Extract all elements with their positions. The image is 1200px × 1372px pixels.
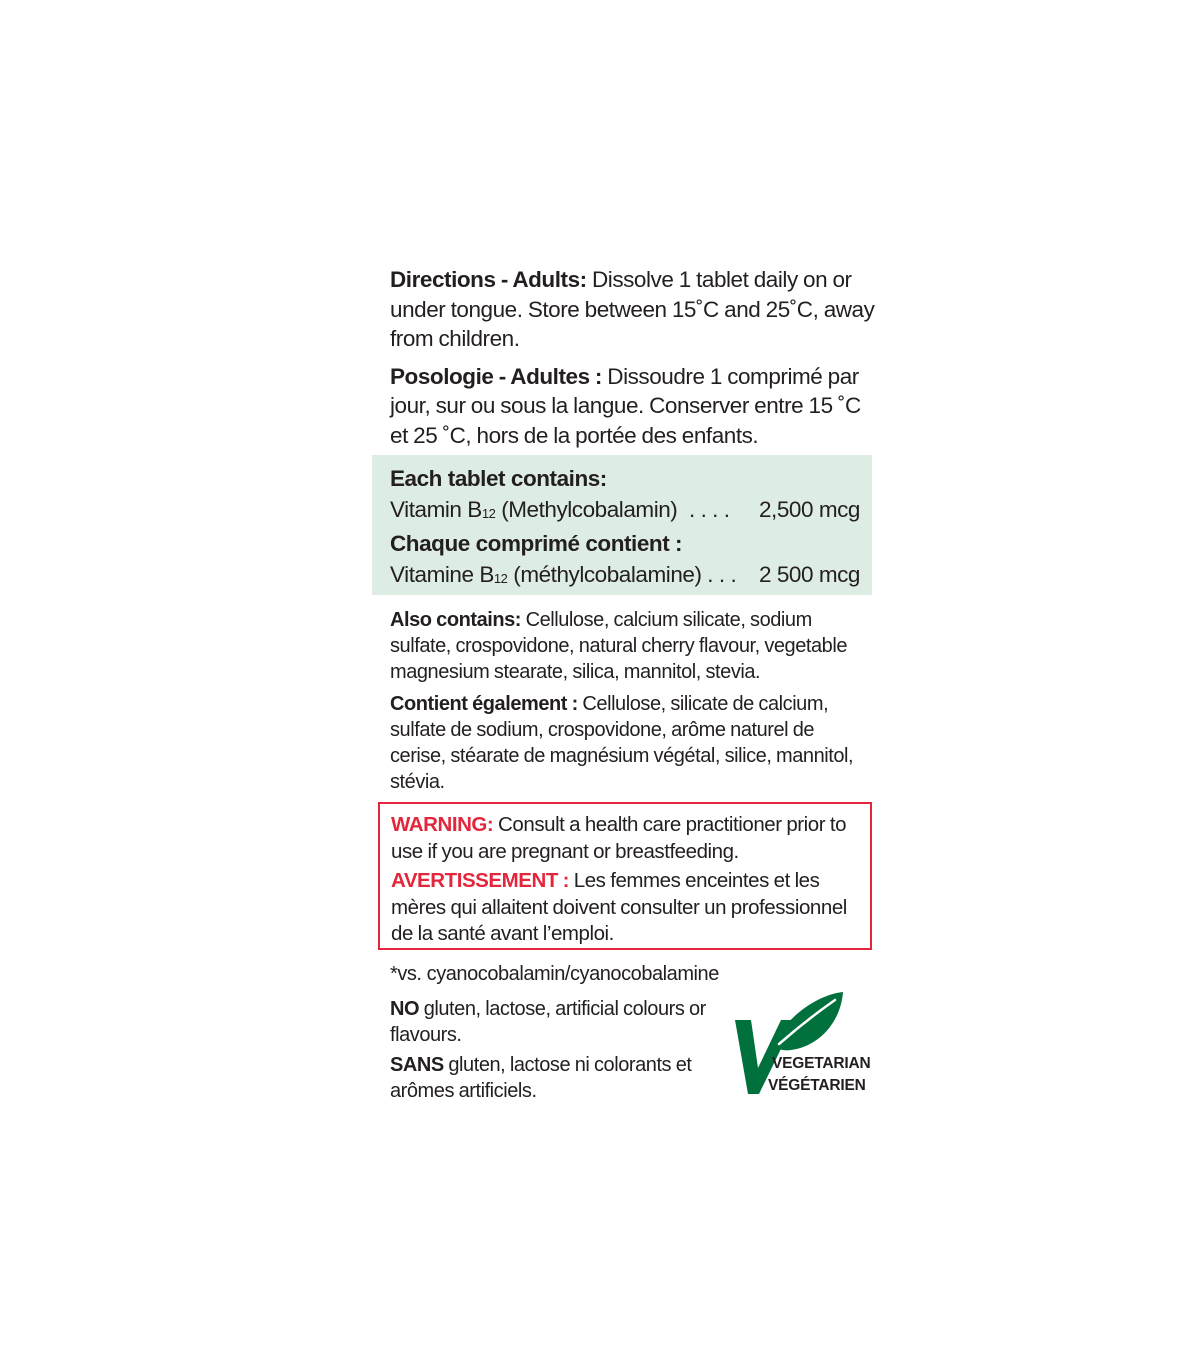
contents-fr-amount: 2 500 mcg bbox=[758, 562, 860, 587]
contents-en-ingredient: Vitamin B12 (Methylcobalamin) . . . . 2,500 mcg bbox=[390, 494, 860, 528]
also-contains-en-heading: Also contains: bbox=[390, 609, 521, 631]
also-contains-en-text: Cellulose, calcium silicate, sodium sulfate, crospovidone, natural cherry flavour, vegetable magnesium stearate, silica, mannitol, stevia. bbox=[390, 609, 848, 683]
warning-en bbox=[391, 812, 866, 865]
free-from-fr bbox=[390, 1052, 710, 1104]
free-from-section bbox=[390, 996, 710, 1104]
contents-en-amount: 2,500 mcg bbox=[758, 497, 860, 522]
vegetarian-text-fr: VÉGÉTARIEN bbox=[768, 1077, 866, 1094]
free-from-en-heading: NO bbox=[390, 998, 420, 1020]
warning-box bbox=[378, 802, 872, 950]
directions-fr bbox=[390, 362, 880, 451]
also-contains-fr bbox=[390, 691, 870, 795]
medicinal-ingredients-box bbox=[372, 455, 872, 595]
non-medicinal-ingredients bbox=[390, 607, 870, 795]
free-from-fr-text: gluten, lactose ni colorants et arômes artificiels. bbox=[390, 1054, 692, 1102]
vegetarian-text-en: VEGETARIAN bbox=[772, 1055, 871, 1072]
contents-fr-heading: Chaque comprimé contient : bbox=[390, 531, 683, 556]
footnote: *vs. cyanocobalamin/cyanocobalamine bbox=[390, 963, 719, 985]
warning-fr bbox=[391, 868, 866, 948]
warning-fr-text: Les femmes enceintes et les mères qui allaitent doivent consulter un professionnel de la santé avant l’emploi. bbox=[391, 869, 847, 945]
vegetarian-logo bbox=[735, 990, 875, 1100]
directions-en-text: Dissolve 1 tablet daily on or under tongue. Store between 15˚C and 25˚C, away from children. bbox=[390, 267, 875, 351]
directions-en-heading: Directions - Adults: bbox=[390, 267, 587, 292]
contents-fr-ingredient: Vitamine B12 (méthylcobalamine) . . . 2 500 mcg bbox=[390, 559, 860, 593]
free-from-en bbox=[390, 996, 710, 1048]
directions-en bbox=[390, 265, 880, 354]
also-contains-fr-heading: Contient également : bbox=[390, 693, 578, 715]
free-from-fr-heading: SANS bbox=[390, 1054, 444, 1076]
also-contains-fr-text: Cellulose, silicate de calcium, sulfate de sodium, crospovidone, arôme naturel de cerise, stéarate de magnésium végétal, silice, mannitol, stévia. bbox=[390, 693, 854, 793]
also-contains-en bbox=[390, 607, 870, 685]
warning-en-text: Consult a health care practitioner prior to use if you are pregnant or breastfeeding. bbox=[391, 813, 847, 863]
directions-fr-text: Dissoudre 1 comprimé par jour, sur ou sous la langue. Conserver entre 15 ˚C et 25 ˚C, hors de la portée des enfants. bbox=[390, 363, 861, 448]
directions-fr-heading: Posologie - Adultes : bbox=[390, 363, 602, 389]
contents-en-heading: Each tablet contains: bbox=[390, 466, 607, 491]
warning-en-heading: WARNING: bbox=[391, 813, 494, 836]
directions-section bbox=[390, 265, 880, 450]
warning-fr-heading: AVERTISSEMENT : bbox=[391, 869, 570, 892]
free-from-en-text: gluten, lactose, artificial colours or flavours. bbox=[390, 998, 706, 1046]
